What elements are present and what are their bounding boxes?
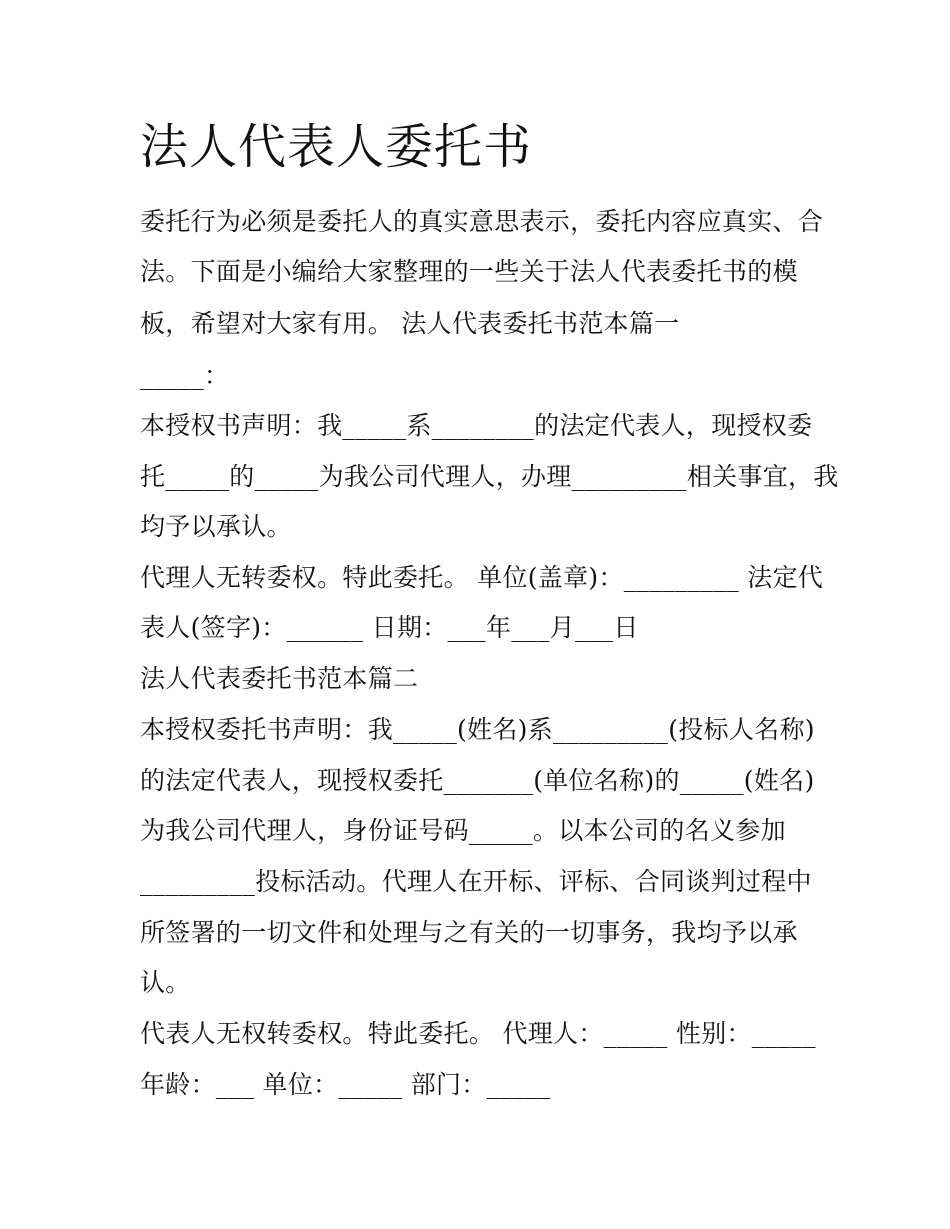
paragraph-line: 代理人无转委权。特此委托。 单位(盖章)：_________ 法定代 <box>140 563 824 592</box>
paragraph-line: 所签署的一切文件和处理与之有关的一切事务，我均予以承 <box>140 918 798 947</box>
paragraph-line: 年龄：___ 单位：_____ 部门：_____ <box>140 1070 551 1099</box>
paragraph-line: 委托行为必须是委托人的真实意思表示，委托内容应真实、合 <box>140 207 824 236</box>
paragraph-line: _____： <box>140 361 230 390</box>
paragraph-line: 本授权委托书声明：我_____(姓名)系_________(投标人名称) <box>140 715 815 744</box>
paragraph-line: _________投标活动。代理人在开标、评标、合同谈判过程中 <box>140 867 812 896</box>
section-heading: 法人代表委托书范本篇二 <box>140 664 419 693</box>
paragraph-line: 认。 <box>140 968 191 997</box>
paragraph-line: 为我公司代理人，身份证号码_____。以本公司的名义参加 <box>140 816 786 845</box>
paragraph-line: 均予以承认。 <box>140 512 292 541</box>
document-title: 法人代表人委托书 <box>140 119 533 175</box>
paragraph-line: 本授权书声明：我_____系________的法定代表人，现授权委 <box>140 411 813 440</box>
paragraph-line: 表人(签字)：______ 日期：___年___月___日 <box>140 613 639 642</box>
paragraph-line: 托_____的_____为我公司代理人，办理_________相关事宜，我 <box>140 462 839 491</box>
paragraph-line: 的法定代表人，现授权委托_______(单位名称)的_____(姓名) <box>140 766 815 795</box>
paragraph-line: 板，希望对大家有用。 法人代表委托书范本篇一 <box>140 309 680 338</box>
paragraph-line: 代表人无权转委权。特此委托。 代理人：_____ 性别：_____ <box>140 1019 816 1048</box>
paragraph-line: 法。下面是小编给大家整理的一些关于法人代表委托书的模 <box>140 257 798 286</box>
